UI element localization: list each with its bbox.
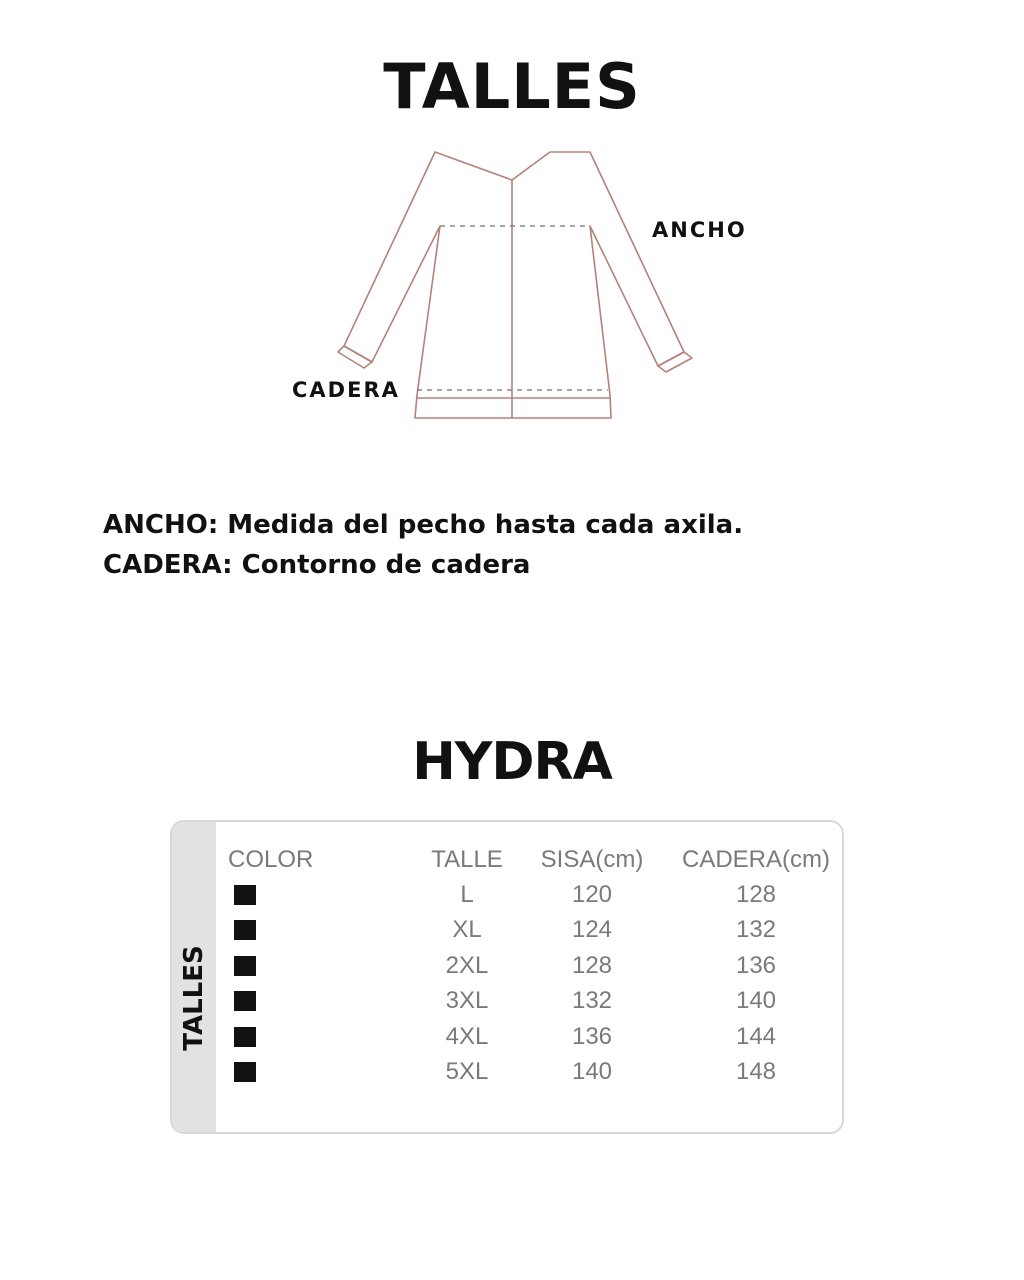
left-cuff: [338, 346, 372, 368]
side-strip: [172, 822, 216, 1132]
size-table: [170, 820, 844, 1134]
right-cuff: [658, 352, 692, 372]
hip-cell: 128: [735, 881, 777, 908]
side-label: TALLES: [179, 945, 209, 1051]
size-cell: 4XL: [445, 1022, 489, 1050]
hip-cell: 132: [735, 916, 777, 944]
jacket-right-outline: [512, 152, 684, 418]
column-header-hip: CADERA(cm): [682, 846, 830, 873]
sisa-cell: 140: [571, 1058, 613, 1085]
hip-cell: 140: [735, 987, 777, 1015]
hip-label: CADERA: [292, 378, 400, 402]
column-header-size: TALLE: [431, 846, 503, 873]
sisa-cell: 136: [571, 1022, 613, 1050]
measurement-descriptions: [103, 505, 743, 585]
hip-cell: 144: [735, 1022, 777, 1050]
size-cell: 3XL: [445, 987, 489, 1015]
width-description: ANCHO: Medida del pecho hasta cada axila.: [103, 510, 744, 540]
column-header-color: COLOR: [228, 846, 314, 873]
hip-cell: 136: [735, 951, 777, 979]
color-swatch: [234, 885, 256, 905]
hip-description: CADERA: Contorno de cadera: [103, 550, 531, 580]
color-swatch: [234, 1027, 256, 1047]
color-swatch: [234, 920, 256, 940]
color-swatch: [234, 1062, 256, 1082]
sisa-cell: 128: [571, 951, 613, 979]
sisa-cell: 120: [571, 881, 613, 908]
size-cell: XL: [452, 916, 482, 944]
hip-cell: 148: [735, 1058, 777, 1085]
size-cell: 2XL: [445, 951, 489, 979]
size-cell: 5XL: [445, 1058, 489, 1085]
sisa-cell: 124: [571, 916, 613, 944]
width-label: ANCHO: [652, 218, 747, 242]
color-swatch: [234, 991, 256, 1011]
sisa-cell: 132: [571, 987, 613, 1015]
size-cell: L: [460, 881, 474, 908]
color-swatch: [234, 956, 256, 976]
page-title: TALLES: [383, 50, 641, 123]
column-header-sisa: SISA(cm): [540, 846, 644, 873]
model-name: HYDRA: [412, 732, 612, 792]
